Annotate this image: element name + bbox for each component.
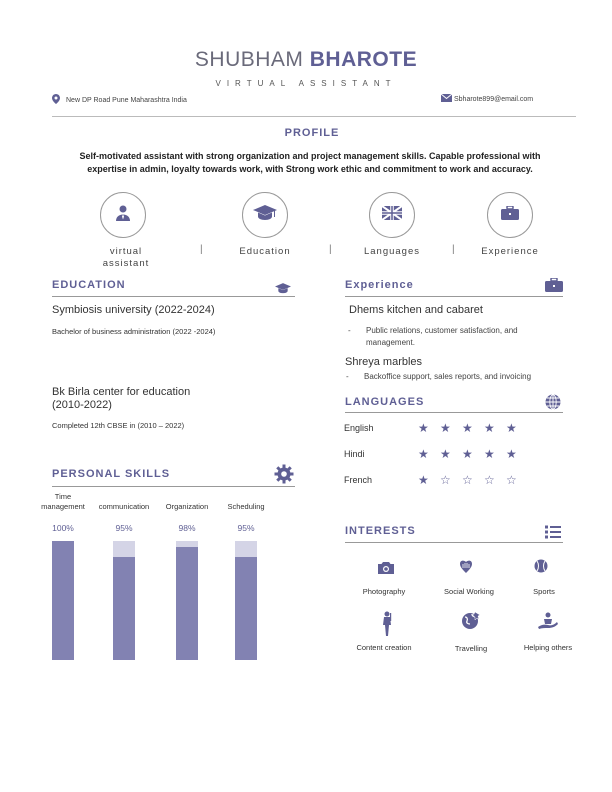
star-filled-icon: ★ <box>484 447 495 461</box>
interests-underline <box>345 542 563 543</box>
star-filled-icon: ★ <box>506 447 517 461</box>
star-empty-icon: ☆ <box>440 473 451 487</box>
creator-icon <box>381 611 393 641</box>
flag-icon <box>382 206 402 225</box>
experience-underline <box>345 296 563 297</box>
experience-bullet: Backoffice support, sales reports, and invoicing <box>364 372 532 381</box>
camera-icon <box>378 561 394 579</box>
education-underline <box>52 296 295 297</box>
star-empty-icon: ☆ <box>506 473 517 487</box>
language-name: English <box>344 423 374 433</box>
skill-bar-track <box>176 541 198 660</box>
interest-label: Helping others <box>523 643 573 652</box>
interest-label: Photography <box>362 587 406 596</box>
last-name: BHAROTE <box>309 48 418 71</box>
envelope-icon <box>441 94 452 104</box>
language-name: Hindi <box>344 449 365 459</box>
skill-bar-fill <box>52 541 74 660</box>
skill-percent: 95% <box>115 523 133 533</box>
star-filled-icon: ★ <box>440 447 451 461</box>
briefcase-icon <box>545 278 563 297</box>
nav-separator: | <box>329 244 332 255</box>
skill-bar-track <box>52 541 74 660</box>
skill-bar-track <box>113 541 135 660</box>
interest-label: Content creation <box>356 643 412 652</box>
nav-separator: | <box>200 244 203 255</box>
email-line <box>441 94 533 104</box>
education-title-line2: (2010-2022) <box>52 399 112 411</box>
star-filled-icon: ★ <box>418 421 429 435</box>
skills-underline <box>52 486 295 487</box>
hands-icon <box>459 560 473 578</box>
graduation-cap-icon <box>253 205 277 226</box>
experience-company: Dhems kitchen and cabaret <box>349 304 483 316</box>
interest-label: Social Working <box>444 587 494 596</box>
skill-label <box>89 502 159 512</box>
briefcase-icon <box>501 206 519 225</box>
profile-text: Self-motivated assistant with strong organization and project management skills. Capable professional with expertise in admin, loyalty towards work, with Strong work ethic and commitment to work and accuracy. <box>79 151 541 174</box>
job-title: VIRTUAL ASSISTANT <box>215 79 397 88</box>
helping-hand-icon <box>538 612 558 635</box>
star-empty-icon: ☆ <box>484 473 495 487</box>
nav-separator: | <box>452 244 455 255</box>
interest-label: Travelling <box>454 644 488 653</box>
skill-label-line1: Time <box>54 492 72 501</box>
nav-circle-experience[interactable] <box>487 192 533 238</box>
nav-circle-virtual-assistant[interactable] <box>100 192 146 238</box>
skill-bar-fill <box>113 557 135 660</box>
experience-bullet-line1: Public relations, customer satisfaction, and <box>366 326 518 335</box>
skill-label-line1: communication <box>98 502 150 511</box>
address-line <box>52 94 187 106</box>
languages-heading: LANGUAGES <box>345 396 425 408</box>
experience-company: Shreya marbles <box>345 356 423 368</box>
bullet-marker: - <box>346 372 349 381</box>
resume-name <box>0 48 612 72</box>
education-detail: Bachelor of business administration (2022 -2024) <box>52 327 216 336</box>
person-icon <box>115 205 131 226</box>
experience-bullet-line2: management. <box>366 338 415 347</box>
languages-underline <box>345 412 563 413</box>
skill-bar-track <box>235 541 257 660</box>
nav-circle-education[interactable] <box>242 192 288 238</box>
education-title-line1: Bk Birla center for education <box>52 386 191 398</box>
skill-percent: 95% <box>237 523 255 533</box>
skill-label-line2: management <box>41 502 85 511</box>
experience-bullet <box>366 325 566 349</box>
skill-label-line1: Organization <box>165 502 209 511</box>
star-empty-icon: ☆ <box>462 473 473 487</box>
star-filled-icon: ★ <box>440 421 451 435</box>
nav-label-virtual-assistant[interactable] <box>96 246 156 270</box>
skill-bar-fill <box>235 557 257 660</box>
star-filled-icon: ★ <box>462 421 473 435</box>
profile-heading: PROFILE <box>284 127 340 139</box>
location-pin-icon <box>52 94 60 106</box>
email-text[interactable]: Sbharote899@email.com <box>454 95 534 103</box>
skill-bar-fill <box>176 547 198 660</box>
experience-heading: Experience <box>345 279 414 291</box>
nav-label-experience[interactable]: Experience <box>481 246 539 257</box>
globe-plane-icon <box>461 611 481 636</box>
nav-label-education[interactable]: Education <box>239 246 291 257</box>
nav-circle-languages[interactable] <box>369 192 415 238</box>
education-title: Symbiosis university (2022-2024) <box>52 304 215 316</box>
skill-percent: 100% <box>52 523 74 533</box>
header-divider <box>52 116 576 117</box>
skill-percent: 98% <box>178 523 196 533</box>
education-heading: EDUCATION <box>52 279 126 291</box>
education-detail: Completed 12th CBSE in (2010 – 2022) <box>52 421 185 430</box>
star-filled-icon: ★ <box>418 447 429 461</box>
skill-label <box>211 502 281 512</box>
skill-label <box>28 492 98 512</box>
star-filled-icon: ★ <box>462 447 473 461</box>
first-name: SHUBHAM <box>194 48 304 71</box>
interests-heading: INTERESTS <box>345 525 416 537</box>
nav-label-languages[interactable]: Languages <box>363 246 421 257</box>
education-title <box>52 386 190 412</box>
bullet-marker: - <box>348 326 351 335</box>
language-name: French <box>344 475 373 485</box>
ball-icon <box>534 559 548 578</box>
skills-heading: PERSONAL SKILLS <box>52 468 171 480</box>
address-text: New DP Road Pune Maharashtra India <box>66 96 187 104</box>
nav-label-line2: assistant <box>102 258 150 269</box>
nav-label-line1: virtual <box>109 246 143 257</box>
skill-label-line1: Scheduling <box>227 502 265 511</box>
interest-label: Sports <box>533 587 555 596</box>
star-filled-icon: ★ <box>418 473 429 487</box>
star-filled-icon: ★ <box>506 421 517 435</box>
star-filled-icon: ★ <box>484 421 495 435</box>
